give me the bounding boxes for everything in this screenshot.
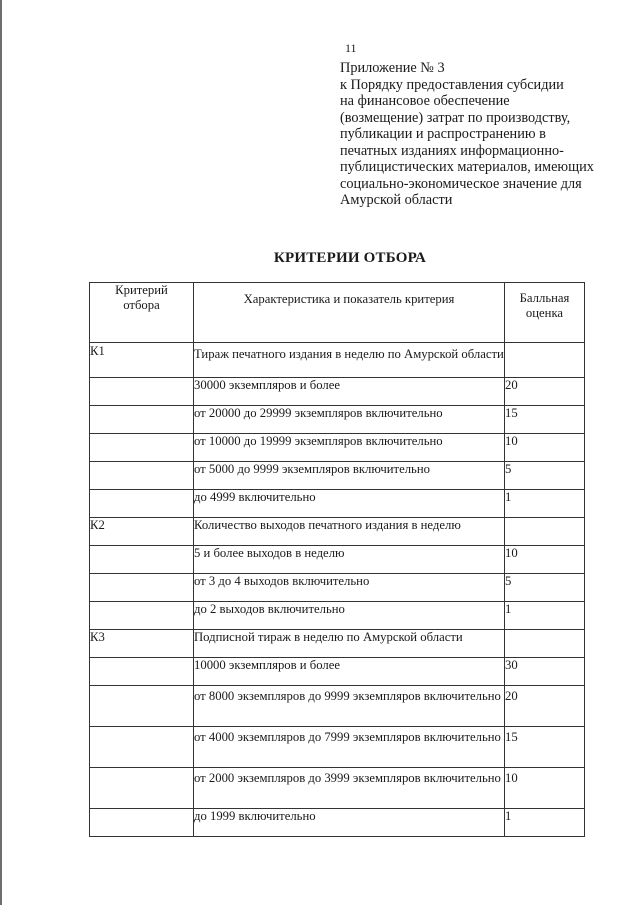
table-row bbox=[90, 658, 585, 686]
criterion-description-cell: 10000 экземпляров и более bbox=[194, 658, 505, 686]
score-cell: 20 bbox=[505, 378, 585, 406]
table-row bbox=[90, 518, 585, 546]
appendix-line: публикации и распространению в bbox=[340, 126, 546, 142]
table-row bbox=[90, 378, 585, 406]
page-number: 11 bbox=[345, 41, 357, 55]
table-header-row bbox=[90, 283, 585, 343]
table-row bbox=[90, 343, 585, 378]
criterion-code-cell bbox=[90, 406, 194, 434]
appendix-line: публицистических материалов, имеющих bbox=[340, 159, 594, 175]
header-score-line1: Балльная bbox=[519, 291, 570, 305]
appendix-line: социально-экономическое значение для bbox=[340, 175, 582, 192]
criterion-code-cell bbox=[90, 574, 194, 602]
criterion-description-cell: от 10000 до 19999 экземпляров включительно bbox=[194, 434, 505, 462]
criterion-code-cell bbox=[90, 686, 194, 727]
appendix-line: (возмещение) затрат по производству, bbox=[340, 109, 571, 126]
criterion-code-cell bbox=[90, 378, 194, 406]
criteria-table-body bbox=[90, 343, 585, 837]
criterion-code-cell bbox=[90, 768, 194, 809]
page-edge bbox=[0, 0, 2, 905]
criterion-code-cell bbox=[90, 602, 194, 630]
table-row bbox=[90, 686, 585, 727]
criterion-code-cell: К3 bbox=[90, 630, 194, 658]
criterion-description-cell: до 1999 включительно bbox=[194, 809, 505, 837]
criterion-description-cell: Количество выходов печатного издания в неделю bbox=[194, 518, 505, 546]
criteria-table bbox=[89, 282, 585, 837]
criterion-code-cell bbox=[90, 727, 194, 768]
header-description-text: Характеристика и показатель критерия bbox=[243, 292, 455, 306]
appendix-line: печатных изданиях информационно- bbox=[340, 142, 564, 159]
score-cell bbox=[505, 343, 585, 378]
criterion-description-cell: от 2000 экземпляров до 3999 экземпляров включительно bbox=[194, 768, 505, 809]
criterion-description-cell: Подписной тираж в неделю по Амурской области bbox=[194, 630, 505, 658]
criterion-description-cell: до 4999 включительно bbox=[194, 490, 505, 518]
appendix-line: Приложение № 3 bbox=[340, 60, 445, 76]
table-row bbox=[90, 406, 585, 434]
table-row bbox=[90, 602, 585, 630]
score-cell: 15 bbox=[505, 406, 585, 434]
table-row bbox=[90, 768, 585, 809]
appendix-header bbox=[340, 60, 620, 209]
header-criterion-line1: Критерий bbox=[115, 283, 168, 297]
criterion-description-cell: от 3 до 4 выходов включительно bbox=[194, 574, 505, 602]
table-row bbox=[90, 434, 585, 462]
appendix-line: на финансовое обеспечение bbox=[340, 93, 510, 109]
appendix-line: Амурской области bbox=[340, 192, 453, 208]
appendix-line: к Порядку предоставления субсидии bbox=[340, 76, 564, 93]
criterion-code-cell bbox=[90, 462, 194, 490]
table-row bbox=[90, 809, 585, 837]
score-cell: 15 bbox=[505, 727, 585, 768]
score-cell: 20 bbox=[505, 686, 585, 727]
score-cell: 1 bbox=[505, 602, 585, 630]
header-criterion bbox=[90, 283, 194, 343]
score-cell: 1 bbox=[505, 490, 585, 518]
table-row bbox=[90, 574, 585, 602]
header-score-line2: оценка bbox=[525, 306, 564, 320]
score-cell: 10 bbox=[505, 768, 585, 809]
criterion-description-cell: от 20000 до 29999 экземпляров включительно bbox=[194, 406, 505, 434]
criterion-description-cell: до 2 выходов включительно bbox=[194, 602, 505, 630]
table-row bbox=[90, 546, 585, 574]
document-title: КРИТЕРИИ ОТБОРА bbox=[273, 250, 427, 266]
criterion-code-cell bbox=[90, 434, 194, 462]
criterion-code-cell bbox=[90, 490, 194, 518]
table-row bbox=[90, 630, 585, 658]
criterion-description-cell: 30000 экземпляров и более bbox=[194, 378, 505, 406]
table-row bbox=[90, 490, 585, 518]
criterion-code-cell bbox=[90, 658, 194, 686]
score-cell bbox=[505, 518, 585, 546]
score-cell: 5 bbox=[505, 462, 585, 490]
criterion-description-cell: Тираж печатного издания в неделю по Амурской области bbox=[194, 343, 505, 378]
score-cell bbox=[505, 630, 585, 658]
criterion-description-cell: от 8000 экземпляров до 9999 экземпляров включительно bbox=[194, 686, 505, 727]
criterion-code-cell: К1 bbox=[90, 343, 194, 378]
criterion-code-cell: К2 bbox=[90, 518, 194, 546]
criterion-code-cell bbox=[90, 809, 194, 837]
table-row bbox=[90, 462, 585, 490]
criterion-code-cell bbox=[90, 546, 194, 574]
criterion-description-cell: от 5000 до 9999 экземпляров включительно bbox=[194, 462, 505, 490]
score-cell: 30 bbox=[505, 658, 585, 686]
criterion-description-cell: 5 и более выходов в неделю bbox=[194, 546, 505, 574]
table-row bbox=[90, 727, 585, 768]
header-description bbox=[194, 283, 505, 343]
header-score bbox=[505, 283, 585, 343]
header-criterion-line2: отбора bbox=[123, 298, 160, 312]
score-cell: 10 bbox=[505, 546, 585, 574]
criterion-description-cell: от 4000 экземпляров до 7999 экземпляров включительно bbox=[194, 727, 505, 768]
score-cell: 5 bbox=[505, 574, 585, 602]
score-cell: 10 bbox=[505, 434, 585, 462]
score-cell: 1 bbox=[505, 809, 585, 837]
